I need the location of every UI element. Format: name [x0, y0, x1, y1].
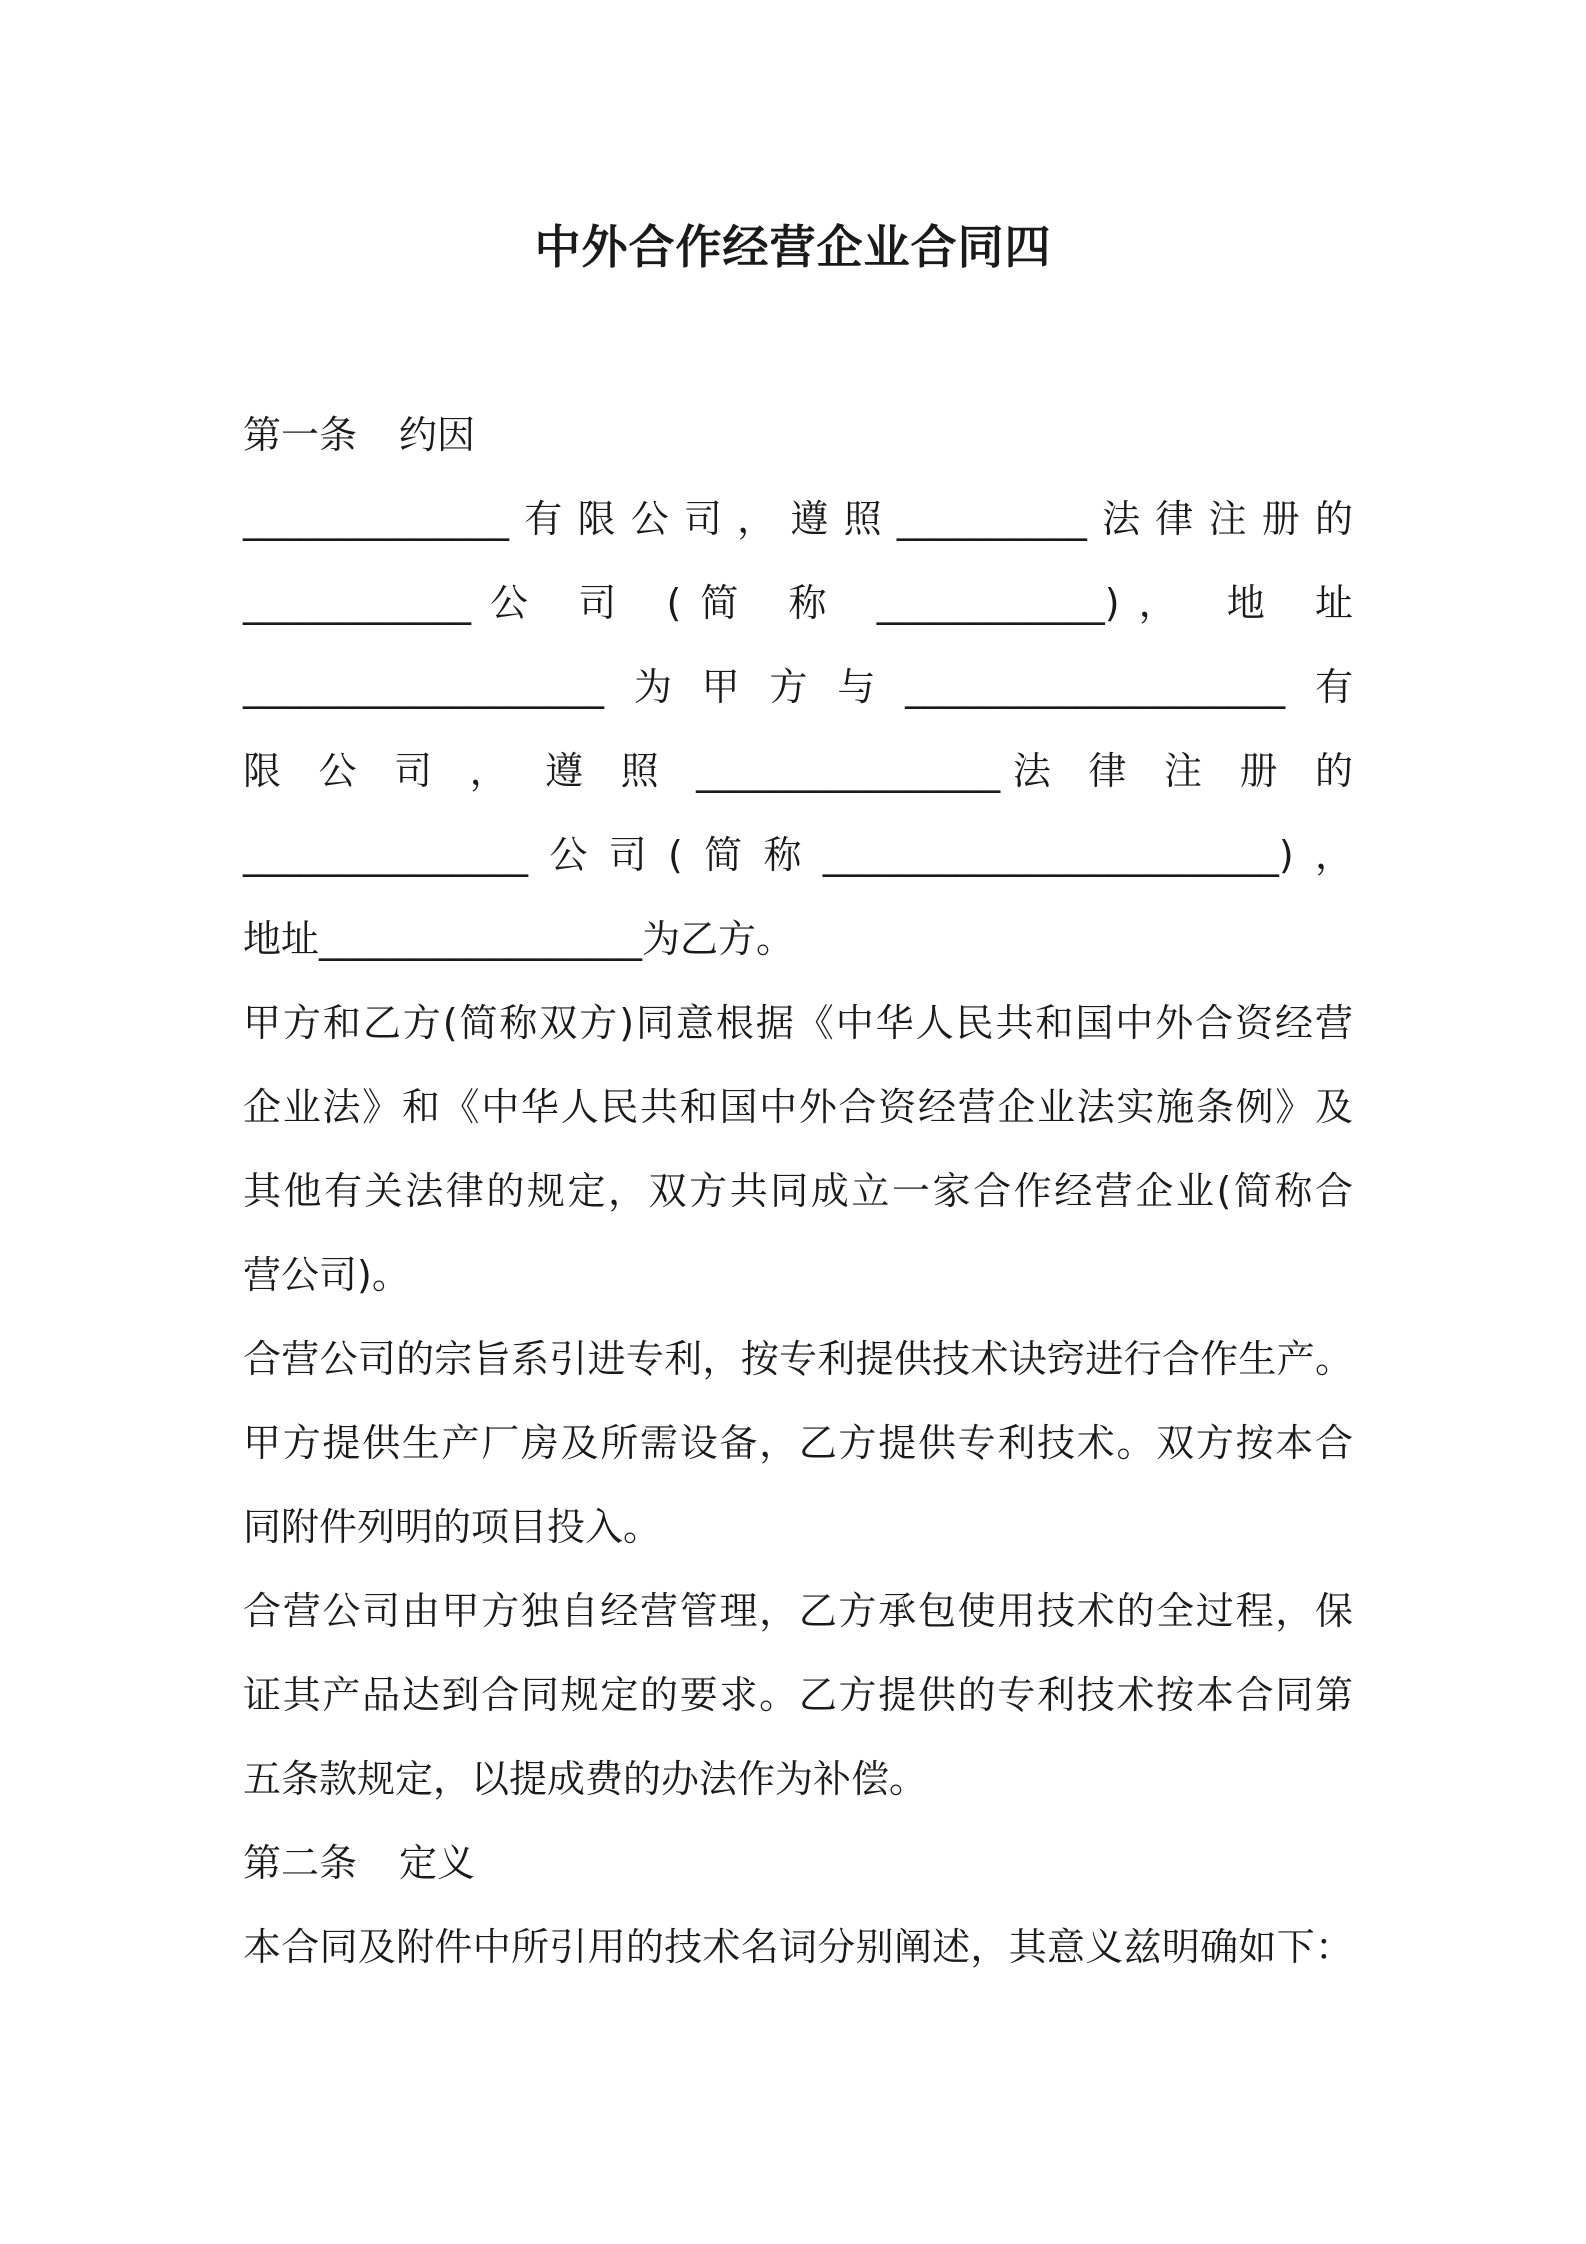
body-line: 企业法》和《中华人民共和国中外合资经营企业法实施条例》及: [243, 1085, 1353, 1129]
body-line: 合营公司的宗旨系引进专利，按专利提供技术诀窍进行合作生产。: [243, 1337, 1353, 1381]
body-line: ______________有限公司，遵照__________法律注册的: [243, 497, 1353, 541]
article-number: 第一条: [243, 413, 358, 457]
article-2-heading: [243, 1821, 1353, 1905]
body-line: 其他有关法律的规定，双方共同成立一家合作经营企业(简称合: [243, 1169, 1353, 1213]
body-line: 甲方和乙方(简称双方)同意根据《中华人民共和国中外合资经营: [243, 1001, 1353, 1045]
body-line: 甲方提供生产厂房及所需设备，乙方提供专利技术。双方按本合: [243, 1421, 1353, 1465]
article-title: 约因: [399, 413, 476, 457]
article-title: 定义: [399, 1841, 476, 1885]
body-line: 五条款规定，以提成费的办法作为补偿。: [243, 1757, 928, 1801]
body-line: ____________公 司 (简 称 ____________)， 地 址: [243, 581, 1353, 625]
body-line: 地址_________________为乙方。: [243, 917, 795, 961]
body-line: 证其产品达到合同规定的要求。乙方提供的专利技术按本合同第: [243, 1673, 1353, 1717]
body-line: 同附件列明的项目投入。: [243, 1505, 662, 1549]
body-line: ___________________为甲方与____________________有: [243, 665, 1353, 709]
body-line: 本合同及附件中所引用的技术名词分别阐述，其意义兹明确如下：: [243, 1925, 1353, 1969]
body-line: _______________公司(简称________________________)，: [243, 833, 1353, 877]
document-title: 中外合作经营企业合同四: [534, 220, 1052, 274]
body-line: 营公司)。: [243, 1253, 410, 1297]
body-line: 合营公司由甲方独自经营管理，乙方承包使用技术的全过程，保: [243, 1589, 1353, 1633]
article-number: 第二条: [243, 1841, 358, 1885]
article-1-heading: [243, 393, 1353, 477]
body-line: 限 公 司 ， 遵 照 ________________法 律 注 册 的: [243, 749, 1353, 793]
